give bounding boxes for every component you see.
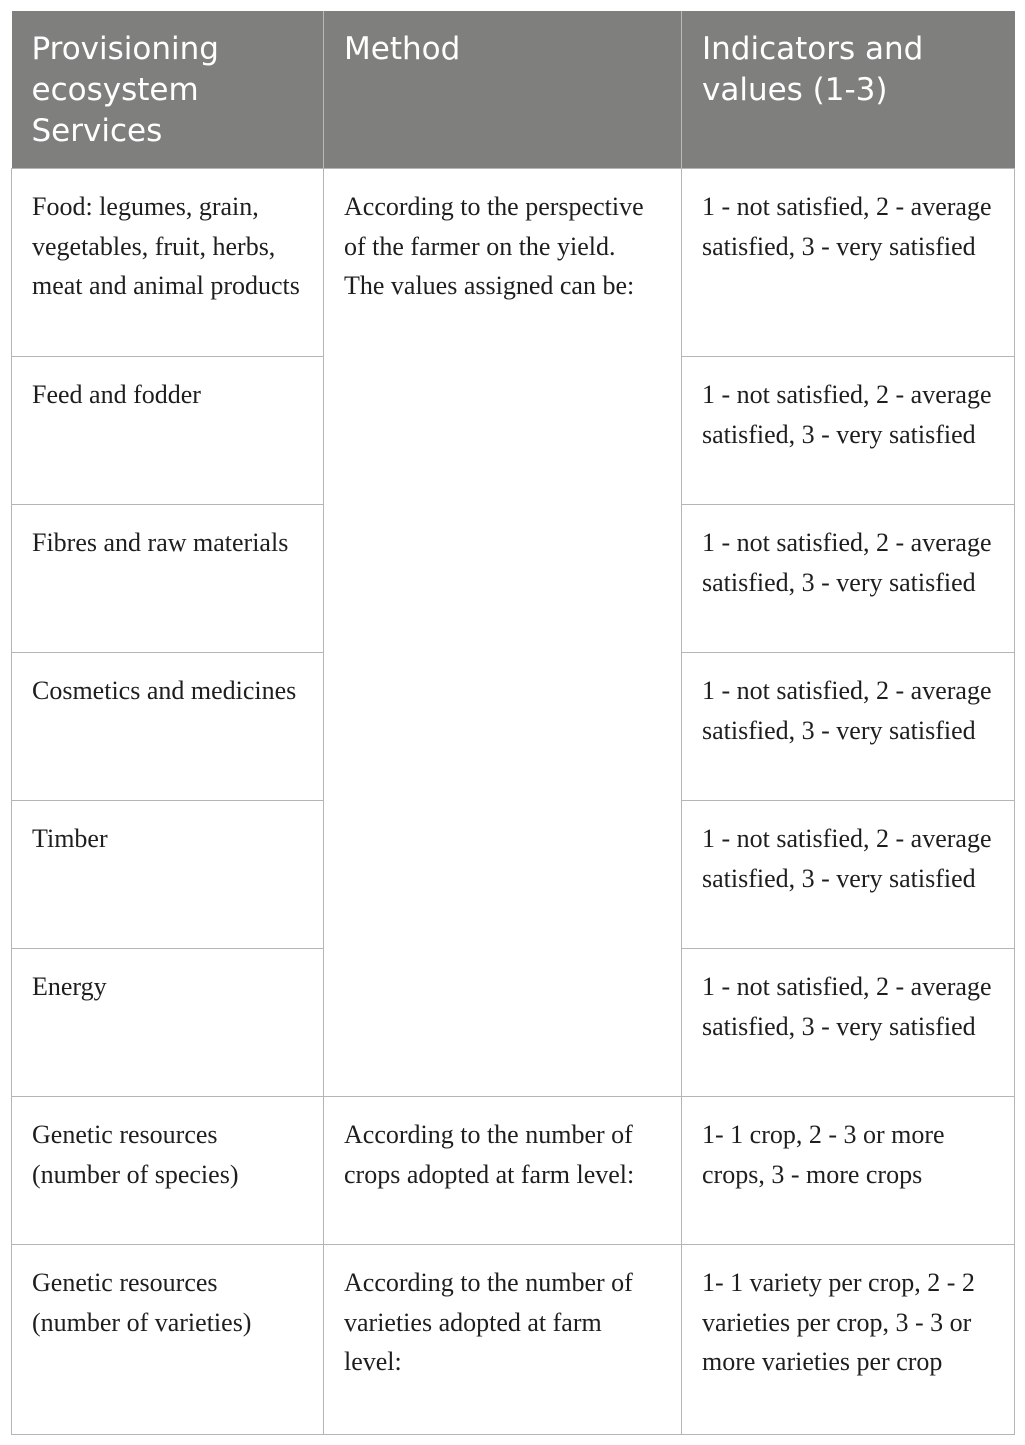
indicator-cell: 1 - not satisfied, 2 - average satisfied, 3 - very satisfied — [682, 357, 1015, 505]
indicator-cell: 1 - not satisfied, 2 - average satisfied, 3 - very satisfied — [682, 949, 1015, 1097]
service-cell: Food: legumes, grain, vegetables, fruit, herbs, meat and animal products — [12, 169, 324, 357]
table-header — [12, 11, 1015, 169]
service-cell: Fibres and raw materials — [12, 505, 324, 653]
table-row — [12, 169, 1015, 357]
method-cell: According to the perspective of the farmer on the yield. The values assigned can be: — [324, 169, 682, 1097]
service-cell: Genetic resources (number of species) — [12, 1097, 324, 1245]
table-body — [12, 169, 1015, 1435]
header-provisioning-services: Provisioning ecosystem Services — [12, 11, 324, 169]
table-row — [12, 1097, 1015, 1245]
header-row — [12, 11, 1015, 169]
header-indicators: Indicators and values (1-3) — [682, 11, 1015, 169]
indicator-cell: 1 - not satisfied, 2 - average satisfied, 3 - very satisfied — [682, 505, 1015, 653]
table-row — [12, 1245, 1015, 1435]
ecosystem-services-table — [11, 11, 1015, 1435]
indicator-cell: 1- 1 crop, 2 - 3 or more crops, 3 - more crops — [682, 1097, 1015, 1245]
service-cell: Feed and fodder — [12, 357, 324, 505]
service-cell: Energy — [12, 949, 324, 1097]
indicator-cell: 1 - not satisfied, 2 - average satisfied, 3 - very satisfied — [682, 169, 1015, 357]
service-cell: Timber — [12, 801, 324, 949]
header-method: Method — [324, 11, 682, 169]
method-cell: According to the number of crops adopted at farm level: — [324, 1097, 682, 1245]
service-cell: Cosmetics and medicines — [12, 653, 324, 801]
indicator-cell: 1 - not satisfied, 2 - average satisfied, 3 - very satisfied — [682, 653, 1015, 801]
indicator-cell: 1- 1 variety per crop, 2 - 2 varieties per crop, 3 - 3 or more varieties per crop — [682, 1245, 1015, 1435]
method-cell: According to the number of varieties adopted at farm level: — [324, 1245, 682, 1435]
service-cell: Genetic resources (number of varieties) — [12, 1245, 324, 1435]
indicator-cell: 1 - not satisfied, 2 - average satisfied, 3 - very satisfied — [682, 801, 1015, 949]
